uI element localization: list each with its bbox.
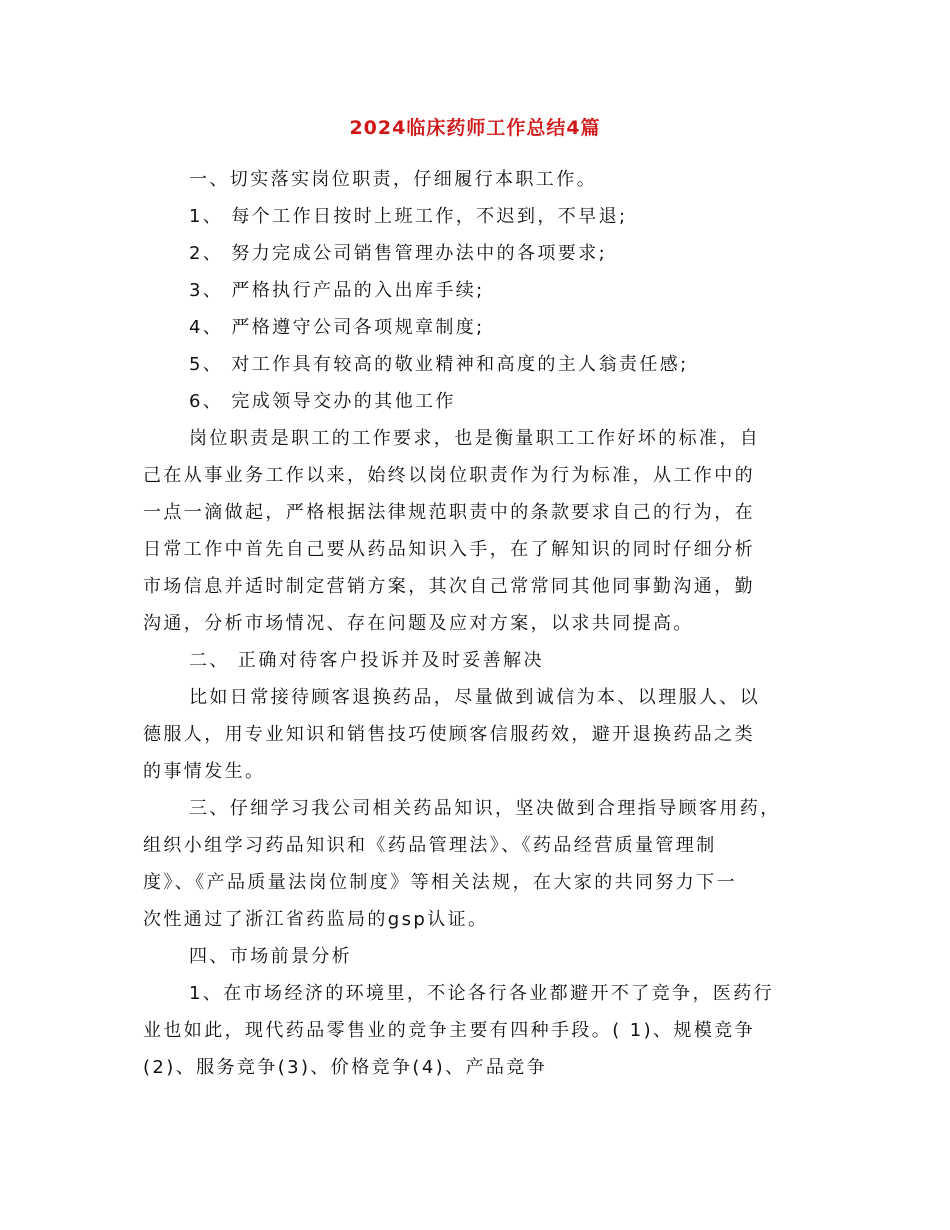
section-heading-1: 一、切实落实岗位职责，仔细履行本职工作。 — [189, 169, 597, 190]
list-item-2: 2、 努力完成公司销售管理办法中的各项要求; — [189, 243, 608, 264]
paragraph-line: 一点一滴做起，严格根据法律规范职责中的条款要求自己的行为，在 — [143, 502, 755, 523]
paragraph-line: 次性通过了浙江省药监局的gsp认证。 — [143, 909, 489, 930]
list-item-3: 3、 严格执行产品的入出库手续; — [189, 280, 485, 301]
section-heading-2: 二、 正确对待客户投诉并及时妥善解决 — [189, 650, 544, 671]
list-item-4: 4、 严格遵守公司各项规章制度; — [189, 317, 485, 338]
list-item-5: 5、 对工作具有较高的敬业精神和高度的主人翁责任感; — [189, 354, 689, 375]
paragraph-line: 1、在市场经济的环境里，不论各行各业都避开不了竞争，医药行 — [189, 983, 775, 1004]
paragraph-line: 市场信息并适时制定营销方案，其次自己常常同其他同事勤沟通，勤 — [143, 576, 755, 597]
section-heading-4: 四、市场前景分析 — [189, 946, 353, 967]
paragraph-line: 比如日常接待顾客退换药品，尽量做到诚信为本、以理服人、以 — [189, 687, 761, 708]
paragraph-line: 沟通，分析市场情况、存在问题及应对方案，以求共同提高。 — [143, 613, 694, 634]
list-item-1: 1、 每个工作日按时上班工作，不迟到，不早退; — [189, 206, 628, 227]
paragraph-line: 度》、《产品质量法岗位制度》等相关法规，在大家的共同努力下一 — [143, 872, 737, 893]
paragraph-line: 的事情发生。 — [143, 761, 266, 782]
document-title: 2024临床药师工作总结4篇 — [349, 117, 601, 139]
paragraph-line: (2)、服务竞争(3)、价格竞争(4)、产品竞争 — [143, 1057, 548, 1078]
paragraph-line: 己在从事业务工作以来，始终以岗位职责作为行为标准，从工作中的 — [143, 465, 755, 486]
list-item-6: 6、 完成领导交办的其他工作 — [189, 391, 456, 412]
paragraph-line: 德服人，用专业知识和销售技巧使顾客信服药效，避开退换药品之类 — [143, 724, 755, 745]
section-heading-3: 三、仔细学习我公司相关药品知识，坚决做到合理指导顾客用药， — [189, 798, 781, 819]
paragraph-line: 日常工作中首先自己要从药品知识入手，在了解知识的同时仔细分析 — [143, 539, 755, 560]
paragraph-line: 业也如此，现代药品零售业的竞争主要有四种手段。( 1)、规模竞争 — [143, 1020, 756, 1041]
paragraph-line: 岗位职责是职工的工作要求，也是衡量职工工作好坏的标准，自 — [189, 428, 761, 449]
paragraph-line: 组织小组学习药品知识和《药品管理法》、《药品经营质量管理制 — [143, 835, 717, 856]
